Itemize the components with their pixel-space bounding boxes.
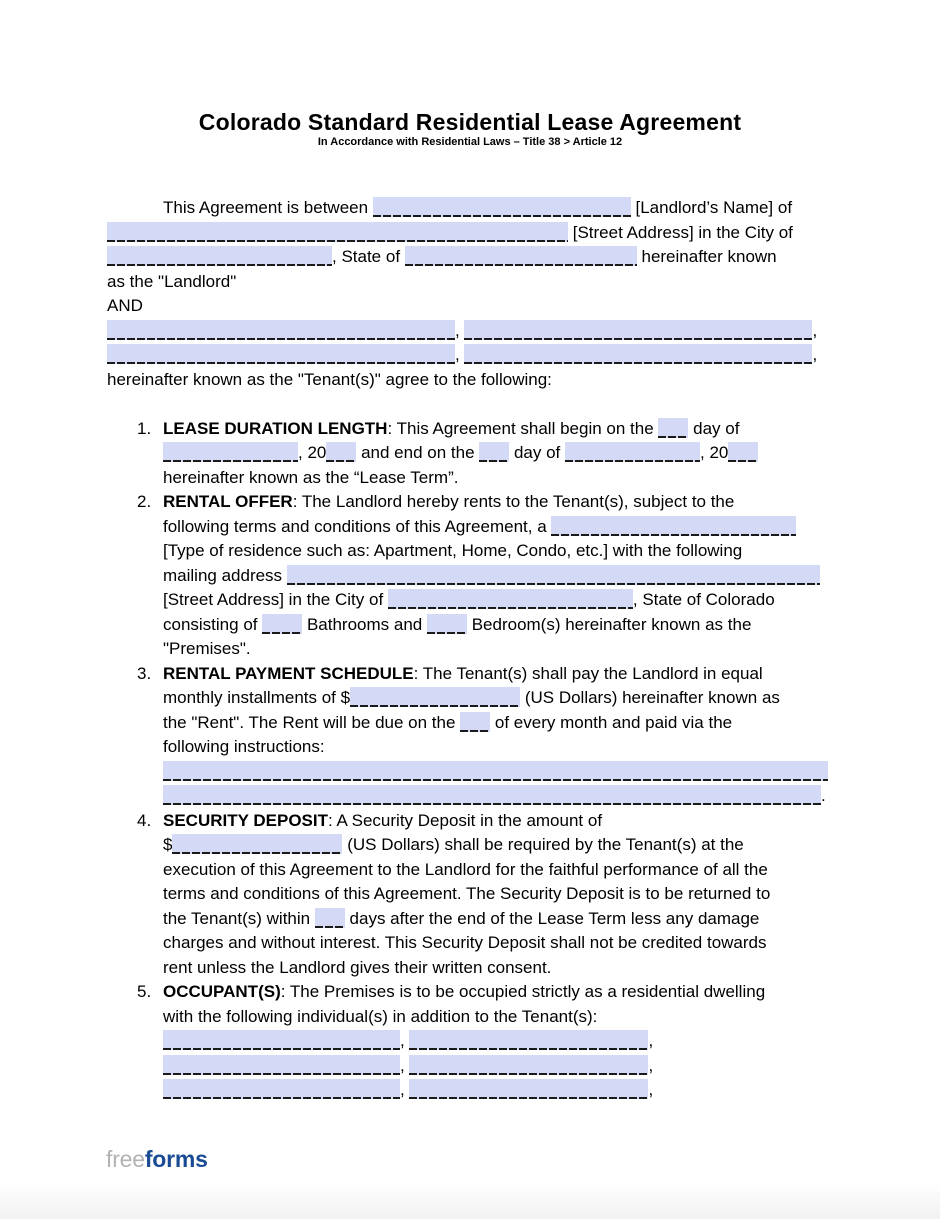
line-item2-6 xyxy=(107,613,867,638)
text-run: day of xyxy=(509,443,566,462)
line-item5-4 xyxy=(107,1054,867,1079)
text-run: consisting of xyxy=(163,614,263,634)
field-rent-due-day[interactable] xyxy=(460,712,490,732)
text-run: , State of xyxy=(332,247,405,266)
clause-heading: LEASE DURATION LENGTH xyxy=(163,418,388,438)
line-item3-6 xyxy=(107,784,867,809)
list-number: 1. xyxy=(137,418,152,438)
clause-heading: SECURITY DEPOSIT xyxy=(163,810,328,830)
field-landlord-city[interactable] xyxy=(107,246,332,266)
field-lease-start-month[interactable] xyxy=(163,442,298,462)
text-run: , xyxy=(455,320,465,340)
text-run: [Street Address] in the City of xyxy=(163,590,388,609)
text-run: as the "Landlord" xyxy=(107,271,237,291)
text-run: "Premises". xyxy=(163,639,251,658)
field-tenant-3[interactable] xyxy=(107,344,455,364)
field-occupant-3[interactable] xyxy=(163,1055,400,1075)
field-payment-instructions-line-1[interactable] xyxy=(163,761,828,781)
line-item3-5 xyxy=(107,760,867,785)
field-premises-mailing-address[interactable] xyxy=(287,565,820,585)
clause-heading: OCCUPANT(S) xyxy=(163,982,281,1001)
line-item4-4 xyxy=(107,882,867,907)
field-occupant-2[interactable] xyxy=(409,1030,648,1050)
text-run: , xyxy=(812,320,818,340)
line-gap-1 xyxy=(107,392,867,417)
field-tenant-1[interactable] xyxy=(107,320,455,340)
line-item1-2 xyxy=(107,441,867,466)
text-run: . xyxy=(821,786,826,805)
line-item3-2 xyxy=(107,686,867,711)
page-title: Colorado Standard Residential Lease Agreement xyxy=(198,109,742,135)
text-run: of every month and paid via the xyxy=(490,712,733,732)
text-run: AND xyxy=(107,296,143,315)
list-number: 2. xyxy=(137,492,152,511)
page-subtitle: In Accordance with Residential Laws – Title 38 > Article 12 xyxy=(317,136,623,148)
field-tenant-2[interactable] xyxy=(464,320,812,340)
field-tenant-4[interactable] xyxy=(464,344,812,364)
text-run: , xyxy=(648,1055,654,1075)
text-run: , xyxy=(648,1031,654,1050)
text-run: , xyxy=(400,1031,410,1050)
field-occupant-6[interactable] xyxy=(409,1079,648,1099)
line-intro-3 xyxy=(107,245,867,270)
text-run: : The Landlord hereby rents to the Tenant(s), subject to the xyxy=(292,492,735,511)
text-run: hereinafter known xyxy=(636,247,777,266)
field-lease-start-day[interactable] xyxy=(658,418,688,438)
field-occupant-5[interactable] xyxy=(163,1079,400,1099)
line-item2-5 xyxy=(107,588,867,613)
line-item4-3 xyxy=(107,858,867,883)
field-landlord-name[interactable] xyxy=(373,197,631,217)
field-payment-instructions-line-2[interactable] xyxy=(163,785,821,805)
clause-heading: RENTAL OFFER xyxy=(163,492,293,511)
field-landlord-street-address[interactable] xyxy=(107,222,568,242)
field-occupant-4[interactable] xyxy=(409,1055,648,1075)
line-item4-7 xyxy=(107,956,867,981)
text-run: mailing address xyxy=(163,565,287,585)
text-run: , xyxy=(648,1080,654,1099)
text-run: hereinafter known as the "Tenant(s)" agree to the following: xyxy=(107,369,552,389)
text-run: Bathrooms and xyxy=(302,614,427,634)
field-deposit-return-days[interactable] xyxy=(315,908,345,928)
text-run: following terms and conditions of this Agreement, a xyxy=(163,516,552,536)
text-run: with the following individual(s) in addition to the Tenant(s): xyxy=(163,1006,598,1026)
line-intro-8 xyxy=(107,368,867,393)
field-lease-start-year[interactable] xyxy=(326,442,356,462)
text-run: [Street Address] in the City of xyxy=(568,222,793,242)
text-run: rent unless the Landlord gives their written consent. xyxy=(163,957,552,977)
field-lease-end-day[interactable] xyxy=(479,442,509,462)
line-item3-1 xyxy=(107,662,867,687)
field-rent-amount[interactable] xyxy=(350,687,520,707)
line-intro-1 xyxy=(107,196,867,221)
line-item5-5 xyxy=(107,1078,867,1103)
field-bedrooms-count[interactable] xyxy=(427,614,467,634)
field-lease-end-month[interactable] xyxy=(565,442,700,462)
text-run: following instructions: xyxy=(163,737,325,756)
text-run: charges and without interest. This Security Deposit shall not be credited towards xyxy=(163,933,767,952)
line-intro-5 xyxy=(107,294,867,319)
field-lease-end-year[interactable] xyxy=(728,442,758,462)
line-item2-4 xyxy=(107,564,867,589)
line-item2-2 xyxy=(107,515,867,540)
text-run: , 20 xyxy=(298,443,327,462)
line-item5-2 xyxy=(107,1005,867,1030)
text-run: : The Premises is to be occupied strictly as a residential dwelling xyxy=(280,982,766,1001)
line-item2-1 xyxy=(107,490,867,515)
line-item2-7 xyxy=(107,637,867,662)
text-run: [Type of residence such as: Apartment, Home, Condo, etc.] with the following xyxy=(163,541,743,560)
text-run: monthly installments of $ xyxy=(163,688,351,707)
text-run: , 20 xyxy=(700,443,729,462)
text-run: the "Rent". The Rent will be due on the xyxy=(163,712,461,732)
brand-free-text: free xyxy=(106,1146,145,1172)
line-item4-5 xyxy=(107,907,867,932)
field-premises-city[interactable] xyxy=(388,589,633,609)
text-run: Bedroom(s) hereinafter known as the xyxy=(466,614,752,634)
text-run: [Landlord’s Name] of xyxy=(630,198,793,217)
line-intro-4 xyxy=(107,270,867,295)
line-item3-3 xyxy=(107,711,867,736)
text-run: days after the end of the Lease Term less any damage xyxy=(344,908,760,928)
line-item4-1 xyxy=(107,809,867,834)
field-occupant-1[interactable] xyxy=(163,1030,400,1050)
text-run: : A Security Deposit in the amount of xyxy=(328,810,603,830)
text-run: and end on the xyxy=(356,443,480,462)
field-residence-type[interactable] xyxy=(551,516,796,536)
text-run: , xyxy=(400,1055,410,1075)
text-run: the Tenant(s) within xyxy=(163,908,315,928)
line-item4-6 xyxy=(107,931,867,956)
line-intro-7 xyxy=(107,343,867,368)
text-run: terms and conditions of this Agreement. The Security Deposit is to be returned to xyxy=(163,884,771,903)
text-run: hereinafter known as the “Lease Term”. xyxy=(163,467,459,487)
list-number: 5. xyxy=(137,982,152,1001)
text-run: This Agreement is between xyxy=(163,198,373,217)
line-item1-1 xyxy=(107,417,867,442)
line-item5-3 xyxy=(107,1029,867,1054)
brand-logo xyxy=(106,1146,208,1173)
line-intro-2 xyxy=(107,221,867,246)
field-bathrooms-count[interactable] xyxy=(262,614,302,634)
text-run: $ xyxy=(163,835,173,854)
list-number: 3. xyxy=(137,663,152,683)
clause-heading: RENTAL PAYMENT SCHEDULE xyxy=(163,663,414,683)
field-landlord-state[interactable] xyxy=(405,246,637,266)
text-run: (US Dollars) hereinafter known as xyxy=(520,688,780,707)
line-intro-6 xyxy=(107,319,867,344)
line-item4-2 xyxy=(107,833,867,858)
text-run: , xyxy=(400,1080,410,1099)
list-number: 4. xyxy=(137,810,152,830)
line-item5-1 xyxy=(107,980,867,1005)
text-run: execution of this Agreement to the Landlord for the faithful performance of all the xyxy=(163,859,768,879)
text-run: , xyxy=(455,345,465,364)
text-run: day of xyxy=(688,418,740,438)
line-item3-4 xyxy=(107,735,867,760)
text-run: : This Agreement shall begin on the xyxy=(387,418,659,438)
brand-forms-text: forms xyxy=(144,1146,208,1172)
field-security-deposit-amount[interactable] xyxy=(172,834,342,854)
text-run: , State of Colorado xyxy=(632,590,775,609)
line-item2-3 xyxy=(107,539,867,564)
text-run: (US Dollars) shall be required by the Tenant(s) at the xyxy=(342,835,744,854)
line-item1-3 xyxy=(107,466,867,491)
text-run: , xyxy=(812,345,818,364)
text-run: : The Tenant(s) shall pay the Landlord in equal xyxy=(413,663,763,683)
document-body xyxy=(107,196,867,1103)
